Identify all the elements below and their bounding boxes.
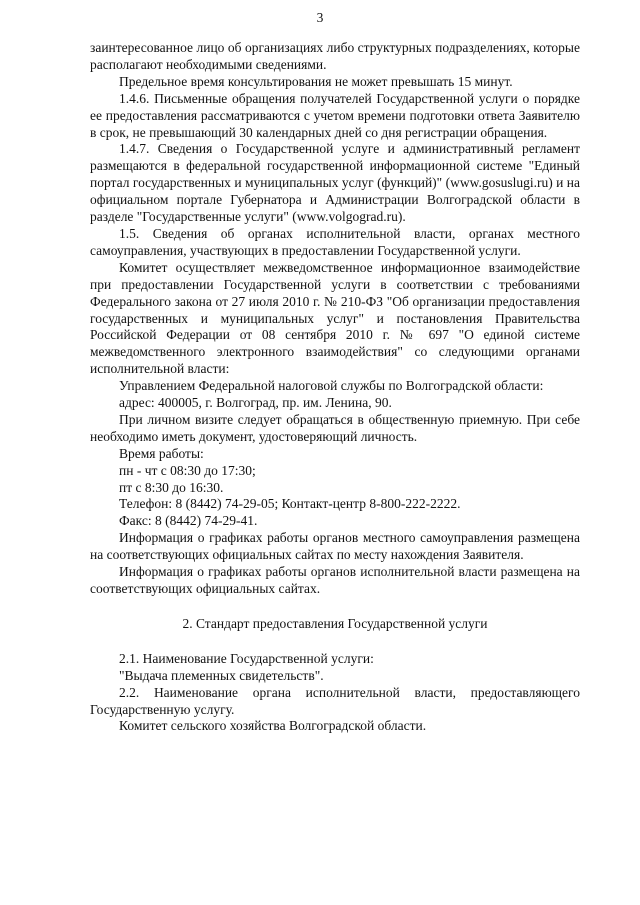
paragraph-continuation: заинтересованное лицо об организациях либо структурных подразделениях, которые располагают необходимыми сведениями. <box>90 40 580 72</box>
paragraph-hours-fri: пт с 8:30 до 16:30. <box>119 479 224 495</box>
paragraph-working-hours-label: Время работы: <box>119 445 204 461</box>
document-body <box>90 40 580 735</box>
paragraph-executive-info: Информация о графиках работы органов исполнительной власти размещена на соответствующих официальных сайтах. <box>90 564 580 596</box>
paragraph-local-government-info: Информация о графиках работы органов местного самоуправления размещена на соответствующих официальных сайтах по месту нахождения Заявителя. <box>90 530 580 563</box>
section-heading: 2. Стандарт предоставления Государственной услуги <box>182 615 488 631</box>
page-number: 3 <box>316 10 324 25</box>
paragraph-2-2: 2.2. Наименование органа исполнительной власти, предоставляющего Государственную услугу. <box>90 684 580 717</box>
paragraph-service-name: "Выдача племенных свидетельств". <box>119 667 324 683</box>
paragraph-fax: Факс: 8 (8442) 74-29-41. <box>119 513 258 529</box>
paragraph-1-4-7: 1.4.7. Сведения о Государственной услуге и административный регламент размещаются в федеральной государственной информационной системе "Единый портал государственных и муниципальных услуг (функций)" (www.gosuslugi.ru) и на официальном портале Губернатора и Администрации Волгоградской области в разделе "Государственные услуги" (www.volgograd.ru). <box>90 141 580 225</box>
paragraph-2-1: 2.1. Наименование Государственной услуги: <box>119 650 374 666</box>
paragraph-committee-interaction: Комитет осуществляет межведомственное информационное взаимодействие при предоставлении Государственной услуги в соответствии с требованиями Федерального закона от 27 июля 2010 г. № 210-ФЗ "Об организации предоставления государственных и муниципальных услуг" и постановления Правительства Российской Федерации от 08 сентября 2010 г. № 697 "О единой системе межведомственного электронного взаимодействия" со следующими органами исполнительной власти: <box>90 259 580 377</box>
paragraph-consultation-time: Предельное время консультирования не может превышать 15 минут. <box>119 73 513 89</box>
paragraph-address: адрес: 400005, г. Волгоград, пр. им. Ленина, 90. <box>119 395 392 411</box>
paragraph-phone: Телефон: 8 (8442) 74-29-05; Контакт-центр 8-800-222-2222. <box>119 496 461 512</box>
paragraph-hours-mon-thu: пн - чт с 08:30 до 17:30; <box>119 462 256 478</box>
paragraph-1-4-6: 1.4.6. Письменные обращения получателей Государственной услуги о порядке ее предоставления рассматриваются с учетом времени подготовки ответа Заявителю в срок, не превышающий 30 календарных дней со дня регистрации обращения. <box>90 90 580 140</box>
paragraph-committee-name: Комитет сельского хозяйства Волгоградской области. <box>119 718 427 734</box>
paragraph-tax-service: Управлением Федеральной налоговой службы по Волгоградской области: <box>119 378 544 394</box>
paragraph-1-5: 1.5. Сведения об органах исполнительной власти, органах местного самоуправления, участвующих в предоставлении Государственной услуги. <box>90 225 580 258</box>
paragraph-personal-visit: При личном визите следует обращаться в общественную приемную. При себе необходимо иметь документ, удостоверяющий личность. <box>90 411 580 444</box>
